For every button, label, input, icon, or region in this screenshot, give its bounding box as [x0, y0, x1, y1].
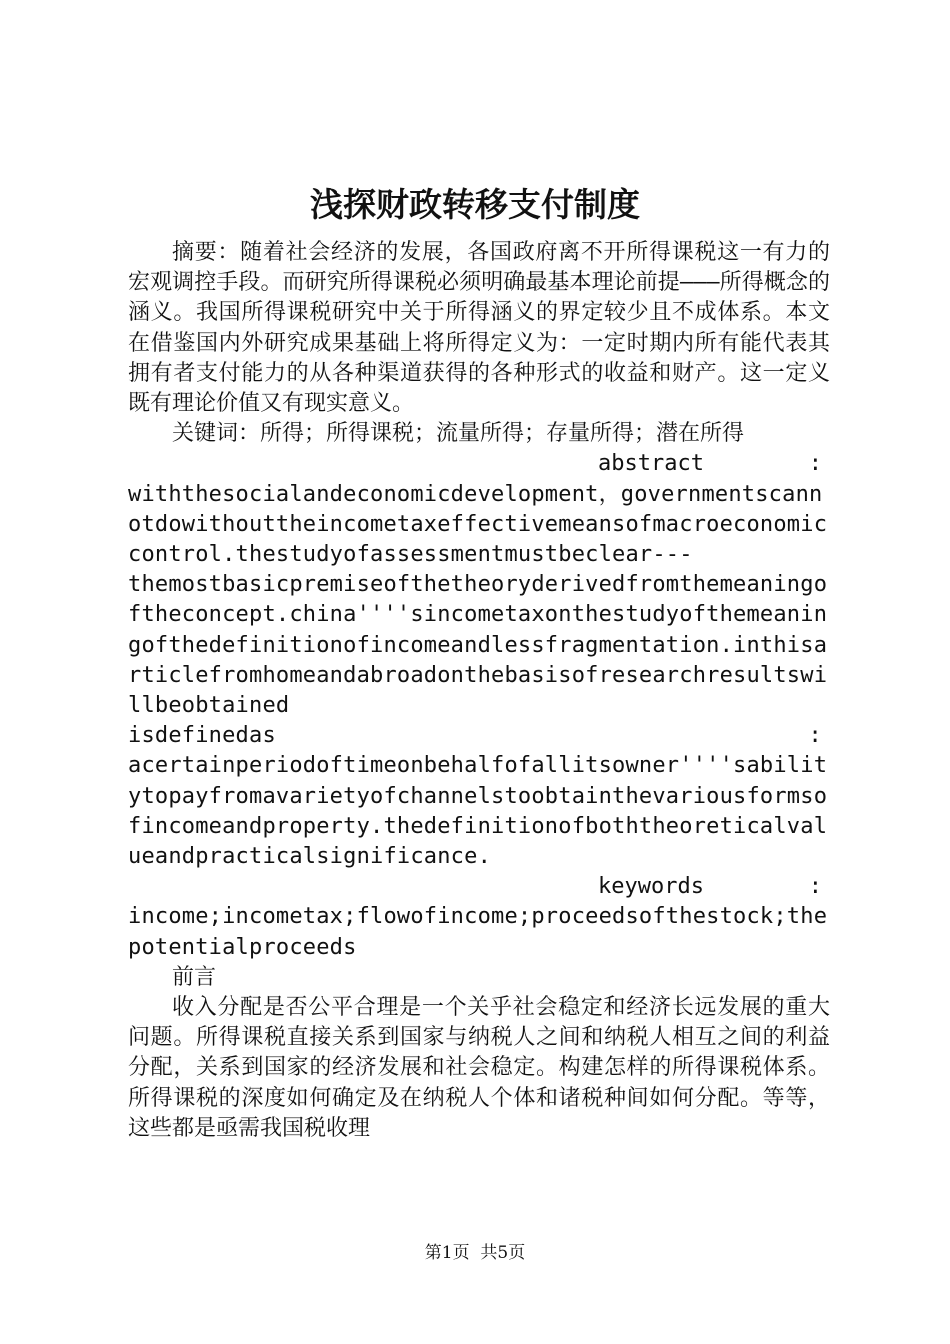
abstract-en-defined-colon: : — [808, 723, 822, 749]
page-number-total: 共5页 — [480, 1243, 526, 1263]
document-body — [128, 238, 830, 1144]
keywords-en-heading — [128, 872, 830, 902]
section-heading: 前言 — [172, 964, 217, 990]
abstract-en-text-part2: themostbasicpremiseofthetheoryderivedfromthemeaningoftheconcept.china''''sincometaxonthestudyofthemeaningofthedefinitionofincomeandlessfragmentation.inthisarticlefromhomeandabroadonthebasisofresearchresultswillbeobtained — [128, 572, 828, 719]
abstract-en-text-part1: withthesocialandeconomicdevelopment，governmentscannotdowithouttheincometaxeffectivemeansofmacroeconomiccontrol.thestudyofassessmentmustbeclear--- — [128, 481, 828, 568]
abstract-en-heading — [128, 449, 830, 479]
abstract-en-text-part4: acertainperiodoftimeonbehalfofallitsowner''''sabilitytopayfromavarietyofchannelstoobtainthevariousformsofincomeandproperty.thedefinitionofboththeoreticalvalueandpracticalsignificance. — [128, 753, 828, 870]
keywords-cn-paragraph: 关键词：所得；所得课税；流量所得；存量所得；潜在所得 — [172, 421, 745, 447]
abstract-en-colon: : — [808, 451, 822, 477]
abstract-en-label: abstract — [598, 451, 704, 477]
document-title: 浅探财政转移支付制度 — [310, 185, 640, 224]
page-number-current: 第1页 — [424, 1243, 470, 1263]
keywords-en-colon: : — [808, 874, 822, 900]
intro-paragraph: 收入分配是否公平合理是一个关乎社会稳定和经济长远发展的重大问题。所得课税直接关系到国家与纳税人之间和纳税人相互之间的利益分配，关系到国家的经济发展和社会稳定。构建怎样的所得课税体系。所得课税的深度如何确定及在纳税人个体和诸税种间如何分配。等等，这些都是亟需我国税收理 — [128, 995, 830, 1141]
abstract-en-text-part3: isdefinedas — [128, 723, 276, 749]
keywords-en-text: income;incometax;flowofincome;proceedsofthestock;thepotentialproceeds — [128, 904, 828, 960]
page-footer — [0, 1241, 950, 1265]
abstract-en-defined-line — [128, 721, 830, 751]
abstract-cn-paragraph: 摘要：随着社会经济的发展，各国政府离不开所得课税这一有力的宏观调控手段。而研究所得课税必须明确最基本理论前提———所得概念的涵义。我国所得课税研究中关于所得涵义的界定较少且不成体系。本文在借鉴国内外研究成果基础上将所得定义为：一定时期内所有能代表其拥有者支付能力的从各种渠道获得的各种形式的收益和财产。这一定义既有理论价值又有现实意义。 — [128, 240, 830, 417]
keywords-en-label: keywords — [598, 874, 704, 900]
